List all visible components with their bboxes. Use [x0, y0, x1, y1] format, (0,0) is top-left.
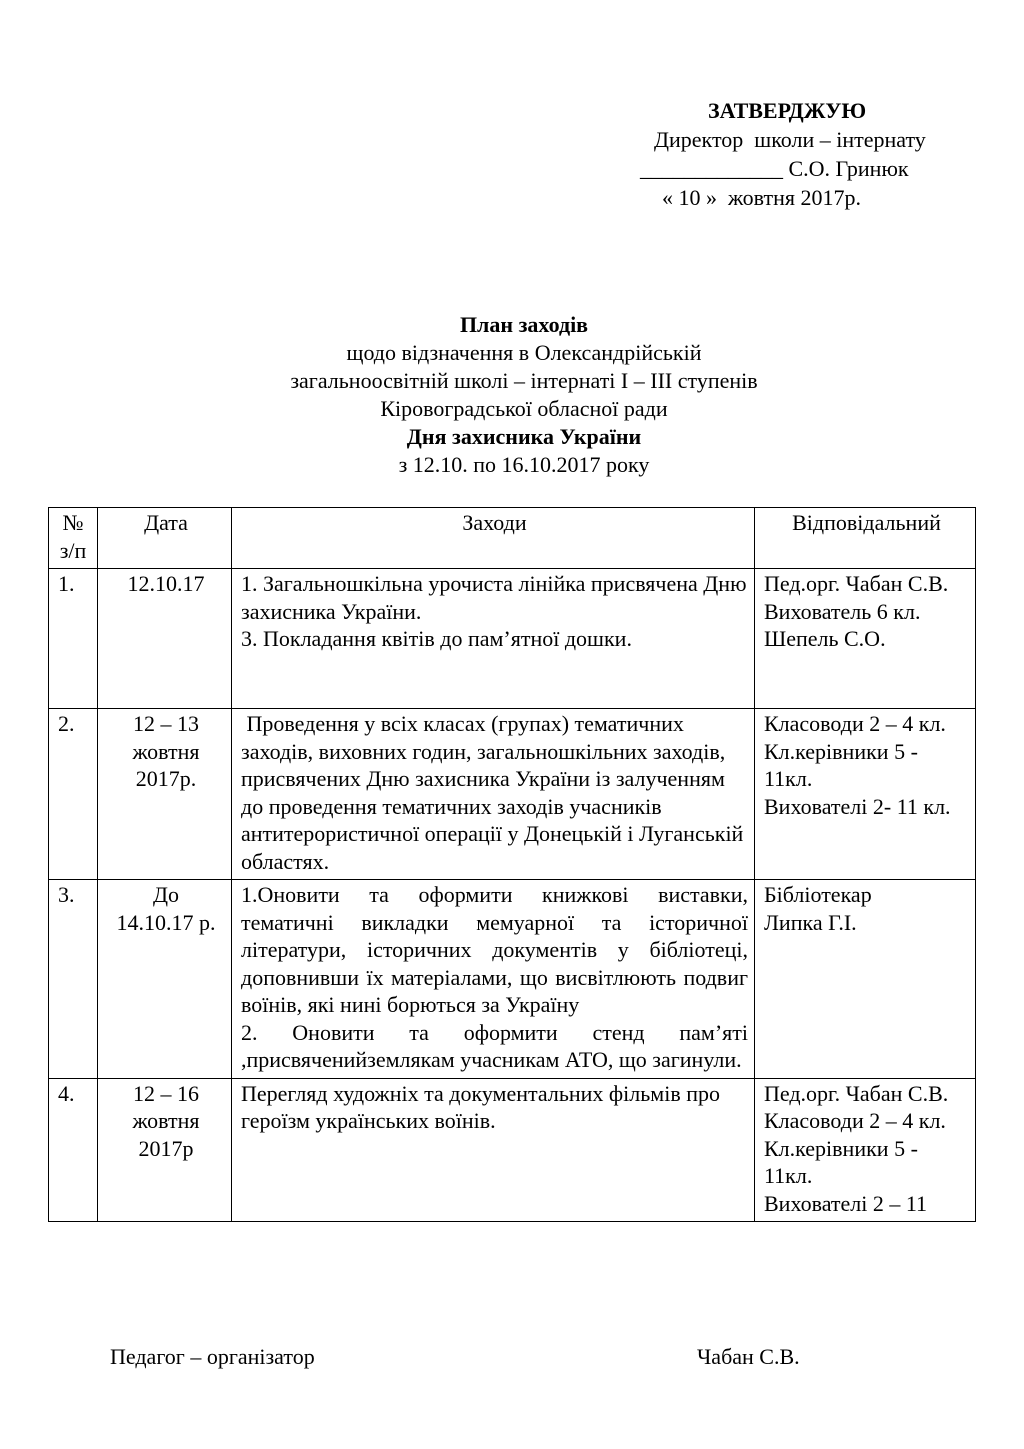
header-activities: Заходи: [232, 508, 755, 569]
table-header-row: [49, 508, 976, 569]
table-row: [49, 880, 976, 1079]
table-row: [49, 1078, 976, 1222]
approval-position: Директор школи – інтернату: [654, 127, 926, 152]
row-num: 4.: [49, 1078, 98, 1222]
header-num: № з/п: [49, 508, 98, 569]
heading-period: з 12.10. по 16.10.2017 року: [398, 452, 650, 477]
document-heading: [0, 311, 1024, 479]
row-date: 12 – 16 жовтня 2017р: [98, 1078, 232, 1222]
row-num: 2.: [49, 709, 98, 880]
header-responsible: Відповідальний: [755, 508, 976, 569]
heading-line: загальноосвітній школі – інтернаті І – ІІІ ступенів: [290, 368, 758, 393]
heading-line: щодо відзначення в Олександрійській: [346, 340, 702, 365]
footer-position: Педагог – організатор: [110, 1344, 315, 1369]
footer-name: Чабан С.В.: [697, 1344, 800, 1369]
row-activities: Перегляд художніх та документальних фільмів про героїзм українських воїнів.: [232, 1078, 755, 1222]
row-activities: 1.Оновити та оформити книжкові виставки, тематичні викладки мемуарної та історичної літератури, історичних документів у бібліотеці, доповнивши їх матеріалами, що висвітлюють подвиг воїнів, які нині борються за Україну 2. Оновити та оформити стенд пам’яті ,присвяченийземлякам учасникам АТО, що загинули.: [232, 880, 755, 1079]
approval-title: ЗАТВЕРДЖУЮ: [708, 98, 867, 123]
table-row: [49, 709, 976, 880]
plan-table: [48, 507, 976, 1222]
approval-block: [630, 96, 990, 212]
row-date: До 14.10.17 р.: [98, 880, 232, 1079]
row-responsible: Бібліотекар Липка Г.І.: [755, 880, 976, 1079]
row-responsible: Пед.орг. Чабан С.В. Вихователь 6 кл. Шепель С.О.: [755, 569, 976, 709]
row-num: 3.: [49, 880, 98, 1079]
heading-event-name: Дня захисника України: [406, 424, 642, 449]
approval-date: « 10 » жовтня 2017р.: [662, 185, 861, 210]
document-title: План заходів: [459, 312, 589, 337]
row-num: 1.: [49, 569, 98, 709]
row-responsible: Класоводи 2 – 4 кл. Кл.керівники 5 - 11кл. Вихователі 2- 11 кл.: [755, 709, 976, 880]
heading-line: Кіровоградської обласної ради: [380, 396, 668, 421]
row-activities: 1. Загальношкільна урочиста лінійка присвячена Дню захисника України. 3. Покладання квітів до пам’ятної дошки.: [232, 569, 755, 709]
table-row: [49, 569, 976, 709]
row-date: 12.10.17: [98, 569, 232, 709]
row-activities: Проведення у всіх класах (групах) тематичних заходів, виховних годин, загальношкільних заходів, присвячених Дню захисника України із залученням до проведення тематичних заходів учасників антитерористичної операції у Донецькій і Луганській областях.: [232, 709, 755, 880]
row-responsible: Пед.орг. Чабан С.В. Класоводи 2 – 4 кл. Кл.керівники 5 - 11кл. Вихователі 2 – 11: [755, 1078, 976, 1222]
header-date: Дата: [98, 508, 232, 569]
approval-signature: _____________ С.О. Гринюк: [640, 156, 909, 181]
row-date: 12 – 13 жовтня 2017р.: [98, 709, 232, 880]
